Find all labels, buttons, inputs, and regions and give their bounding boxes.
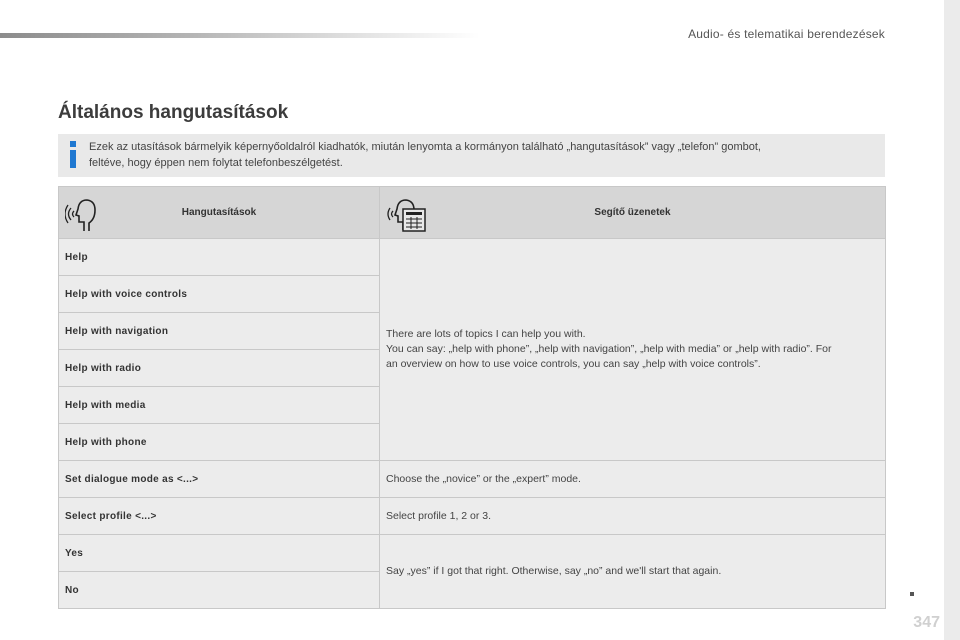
table-row [59,239,886,276]
message-cell: Choose the „novice” or the „expert” mode. [380,461,886,498]
message-cell: Say „yes” if I got that right. Otherwise, say „no” and we'll start that again. [380,535,886,609]
command-cell: Help [59,239,380,276]
command-cell: Help with media [59,387,380,424]
col-header-commands-label: Hangutasítások [181,207,257,218]
page-edge-strip [944,0,960,640]
chapter-title: Audio- és telematikai berendezések [688,27,885,41]
command-cell: Help with voice controls [59,276,380,313]
command-cell: Set dialogue mode as <...> [59,461,380,498]
col-header-messages-label: Segítő üzenetek [594,207,671,218]
section-title: Általános hangutasítások [58,102,289,123]
command-cell: Help with radio [59,350,380,387]
page-marker [910,592,914,596]
help-message-line1: There are lots of topics I can help you with. [386,328,586,340]
command-cell: Yes [59,535,380,572]
header-decorative-bar [0,33,480,38]
info-icon [68,141,78,169]
voice-help-screen-icon [386,195,426,233]
table-row [59,461,886,498]
table-header-row [59,187,886,239]
command-cell: Help with navigation [59,313,380,350]
info-text-line2: feltéve, hogy éppen nem folytat telefonbeszélgetést. [89,157,343,169]
col-header-commands [59,187,380,239]
table-row [59,535,886,572]
command-cell: Help with phone [59,424,380,461]
help-message-line2: You can say: „help with phone”, „help with navigation”, „help with media” or „help with radio”. For an overview on how to use voice controls, you can say „help with voice controls”. [386,343,832,370]
message-cell: Select profile 1, 2 or 3. [380,498,886,535]
info-note [58,134,885,177]
voice-command-icon [65,195,105,233]
command-cell: No [59,572,380,609]
col-header-messages [380,187,886,239]
info-text [89,139,874,171]
help-message-cell [380,239,886,461]
table-row [59,498,886,535]
page-number: 347 [913,614,940,631]
command-cell: Select profile <...> [59,498,380,535]
info-text-line1: Ezek az utasítások bármelyik képernyőoldalról kiadhatók, miután lenyomta a kormányon található „hangutasítások” vagy „telefon” gombot, [89,141,761,153]
voice-commands-table [58,186,886,609]
